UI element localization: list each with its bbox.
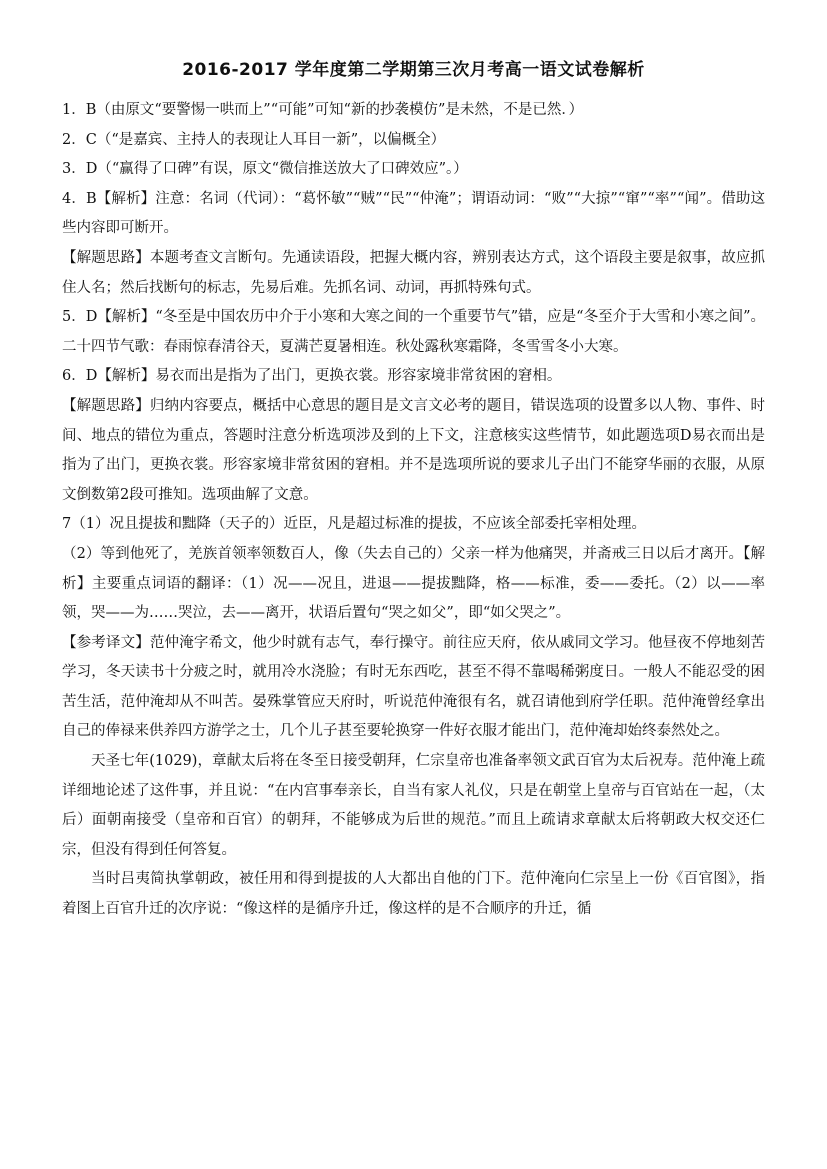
translation-paragraph-lvyijian: 当时吕夷简执掌朝政，被任用和得到提拔的人大都出自他的门下。范仲淹向仁宗呈上一份《百官图》，指着图上百官升迁的次序说：“像这样的是循序升迁，像这样的是不合顺序的升迁，循 [62, 871, 765, 918]
answer-1: 1．B（由原文“要警惕一哄而上”“可能”可知“新的抄袭模仿”是未然，不是已然．） [62, 102, 584, 118]
answer-4: 4．B【解析】注意：名词（代词）：“葛怀敏”“贼”“民”“仲淹”；谓语动词：“败”“大掠”“窜”“率”“闻”。借助这些内容即可断开。 [62, 190, 765, 237]
answer-2: 2．C（“是嘉宾、主持人的表现让人耳目一新”，以偏概全） [62, 131, 446, 148]
answer-7-part-1: 7（1）况且提拔和黜降（天子的）近臣，凡是超过标准的提拔，不应该全部委托宰相处理。 [62, 516, 646, 533]
answer-6-approach: 【解题思路】归纳内容要点，概括中心意思的题目是文言文必考的题目，错误选项的设置多以人物、事件、时间、地点的错位为重点，答题时注意分析选项涉及到的上下文，注意核实这些情节，如此题选项D易衣而出是指为了出门，更换衣裳。形容家境非常贫困的窘相。并不是选项所说的要求儿子出门不能穿华丽的衣服，从原文倒数第2段可推知。选项曲解了文意。 [62, 397, 765, 503]
answer-3: 3．D（“赢得了口碑”有误，原文“微信推送放大了口碑效应”。） [62, 161, 468, 178]
answer-4-approach: 【解题思路】本题考查文言断句。先通读语段，把握大概内容，辨别表达方式，这个语段主要是叙事，故应抓住人名；然后找断句的标志，先易后难。先抓名词、动词，再抓特殊句式。 [62, 249, 765, 296]
answer-7-part-2: （2）等到他死了，羌族首领率领数百人，像（失去自己的）父亲一样为他痛哭，并斋戒三日以后才离开。【解析】主要重点词语的翻译：（1）况——况且，进退——提拔黜降，格——标准，委——委托。（2）以——率领，哭——为……哭泣，去——离开，状语后置句“哭之如父”，即“如父哭之”。 [62, 545, 765, 622]
answer-6: 6．D【解析】易衣而出是指为了出门，更换衣裳。形容家境非常贫困的窘相。 [62, 368, 562, 385]
translation-paragraph-tiansheng: 天圣七年(1029)，章献太后将在冬至日接受朝拜，仁宗皇帝也准备率领文武百官为太后祝寿。范仲淹上疏详细地论述了这件事，并且说：“在内宫事奉亲长，自当有家人礼仪，只是在朝堂上皇帝与百官站在一起，（太后）面朝南接受（皇帝和百官）的朝拜，不能够成为后世的规范。”而且上疏请求章献太后将朝政大权交还仁宗，但没有得到任何答复。 [62, 753, 765, 858]
document-title: 2016-2017 学年度第二学期第三次月考高一语文试卷解析 [182, 60, 645, 80]
reference-translation: 【参考译文】范仲淹字希文，他少时就有志气，奉行操守。前往应天府，依从戚同文学习。他昼夜不停地刻苦学习，冬天读书十分疲之时，就用冷水浇脸；有时无东西吃，甚至不得不靠喝稀粥度日。一般人不能忍受的困苦生活，范仲淹却从不叫苦。晏殊掌管应天府时，听说范仲淹很有名，就召请他到府学任职。范仲淹曾经拿出自己的俸禄来供养四方游学之士，几个儿子甚至要轮换穿一件好衣服才能出门，范仲淹却始终泰然处之。 [62, 634, 765, 740]
answer-5: 5．D【解析】“冬至是中国农历中介于小寒和大寒之间的一个重要节气”错，应是“冬至介于大雪和小寒之间”。二十四节气歌：春雨惊春清谷天，夏满芒夏暑相连。秋处露秋寒霜降，冬雪雪冬小大寒。 [62, 309, 765, 355]
